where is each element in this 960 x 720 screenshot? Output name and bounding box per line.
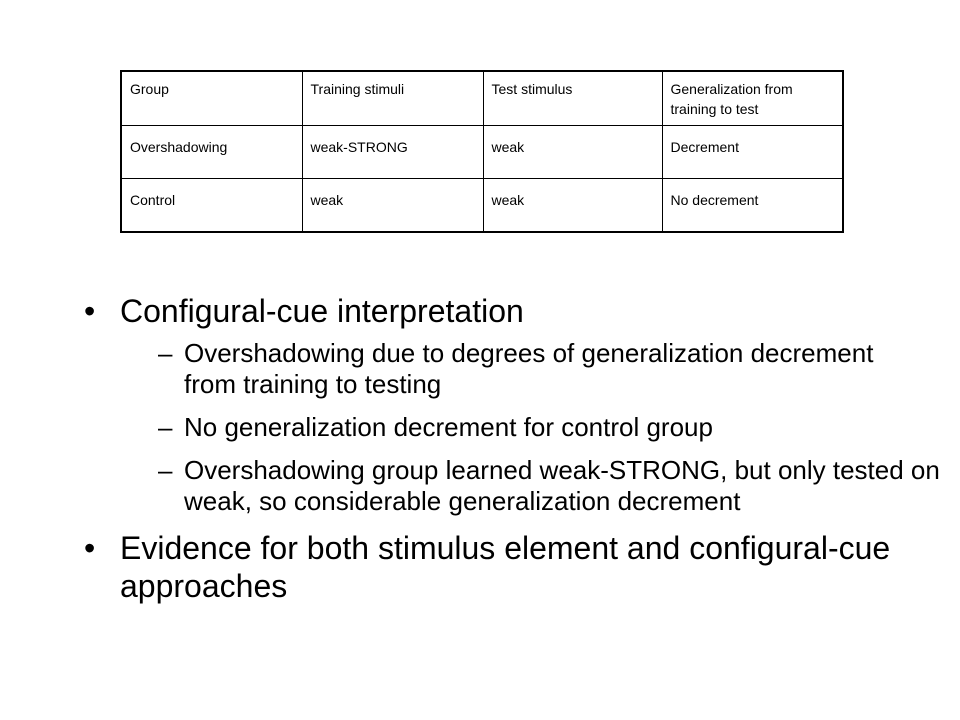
dash-icon: – xyxy=(158,455,173,485)
table-row xyxy=(121,126,843,179)
bullet-icon: • xyxy=(84,293,96,329)
header-cell-group: Group xyxy=(121,71,302,126)
table-row xyxy=(121,179,843,233)
table-cell: Decrement xyxy=(662,126,843,179)
bullet-text: Evidence for both stimulus element and configural-cue approaches xyxy=(120,530,891,604)
header-cell-test-stimulus: Test stimulus xyxy=(483,71,662,126)
table-cell: Overshadowing xyxy=(121,126,302,179)
table-cell: weak xyxy=(302,179,483,233)
sub-bullet-item xyxy=(158,455,944,517)
bullet-text: Configural-cue interpretation xyxy=(120,293,524,329)
comparison-table xyxy=(120,70,844,233)
header-cell-generalization: Generalization from training to test xyxy=(662,71,843,126)
sub-bullet-item xyxy=(158,338,944,400)
header-cell-training-stimuli: Training stimuli xyxy=(302,71,483,126)
table-cell: No decrement xyxy=(662,179,843,233)
table-cell: weak xyxy=(483,126,662,179)
table-cell: weak xyxy=(483,179,662,233)
sub-bullet-list xyxy=(158,338,944,517)
table-cell: Control xyxy=(121,179,302,233)
sub-bullet-text: Overshadowing due to degrees of generalization decrement from training to testing xyxy=(184,338,874,399)
bullet-item xyxy=(84,292,944,330)
table-cell: weak-STRONG xyxy=(302,126,483,179)
bullet-item xyxy=(84,529,944,605)
sub-bullet-item xyxy=(158,412,944,443)
dash-icon: – xyxy=(158,412,173,442)
sub-bullet-text: Overshadowing group learned weak-STRONG, but only tested on weak, so considerable generalization decrement xyxy=(184,455,940,516)
bullet-list xyxy=(84,292,944,613)
table-header-row xyxy=(121,71,843,126)
bullet-icon: • xyxy=(84,530,96,566)
dash-icon: – xyxy=(158,338,173,368)
sub-bullet-text: No generalization decrement for control group xyxy=(184,412,713,442)
